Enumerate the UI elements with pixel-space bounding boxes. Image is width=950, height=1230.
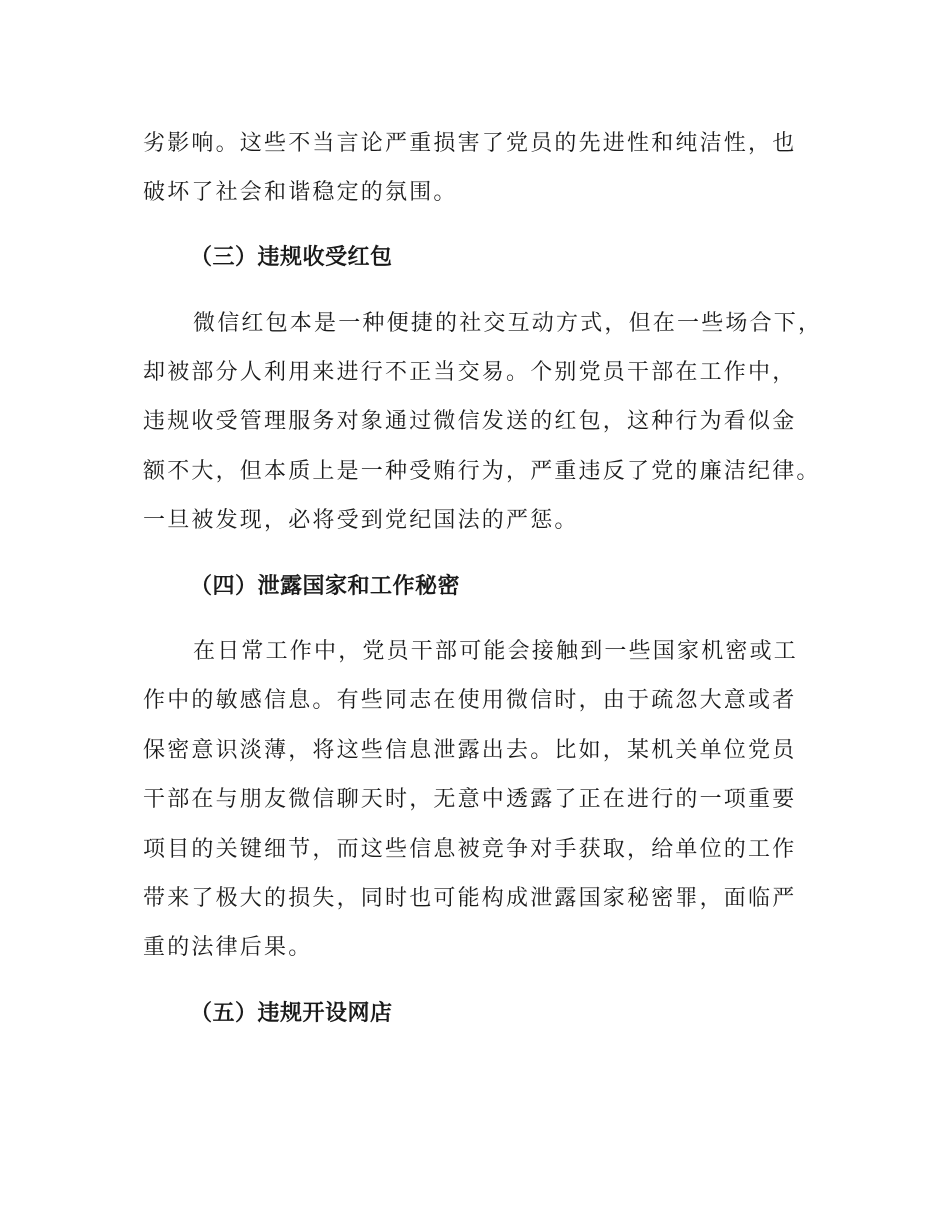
paragraph-line: 干部在与朋友微信聊天时，无意中透露了正在进行的一项重要 [143, 787, 797, 812]
paragraph-line: 额不大，但本质上是一种受贿行为，严重违反了党的廉洁纪律。 [143, 459, 821, 484]
section-heading-5: （五）违规开设网店 [190, 1001, 393, 1026]
paragraph-line: 重的法律后果。 [143, 935, 313, 960]
paragraph-line: 一旦被发现，必将受到党纪国法的严惩。 [143, 508, 579, 533]
paragraph-line: 保密意识淡薄，将这些信息泄露出去。比如，某机关单位党员 [143, 738, 797, 763]
paragraph-line: 破坏了社会和谐稳定的氛围。 [143, 180, 458, 205]
paragraph-line: 微信红包本是一种便捷的社交互动方式，但在一些场合下， [193, 311, 823, 336]
paragraph-line: 作中的敏感信息。有些同志在使用微信时，由于疏忽大意或者 [143, 688, 797, 713]
paragraph-line: 带来了极大的损失，同时也可能构成泄露国家秘密罪，面临严 [143, 886, 797, 911]
paragraph-line: 劣影响。这些不当言论严重损害了党员的先进性和纯洁性，也 [143, 131, 797, 156]
paragraph-line: 项目的关键细节，而这些信息被竞争对手获取，给单位的工作 [143, 837, 797, 862]
section-heading-4: （四）泄露国家和工作秘密 [190, 574, 461, 599]
paragraph-line: 在日常工作中，党员干部可能会接触到一些国家机密或工 [193, 639, 799, 664]
paragraph-line: 违规收受管理服务对象通过微信发送的红包，这种行为看似金 [143, 409, 797, 434]
section-heading-3: （三）违规收受红包 [190, 245, 393, 270]
paragraph-line: 却被部分人利用来进行不正当交易。个别党员干部在工作中， [143, 360, 797, 385]
